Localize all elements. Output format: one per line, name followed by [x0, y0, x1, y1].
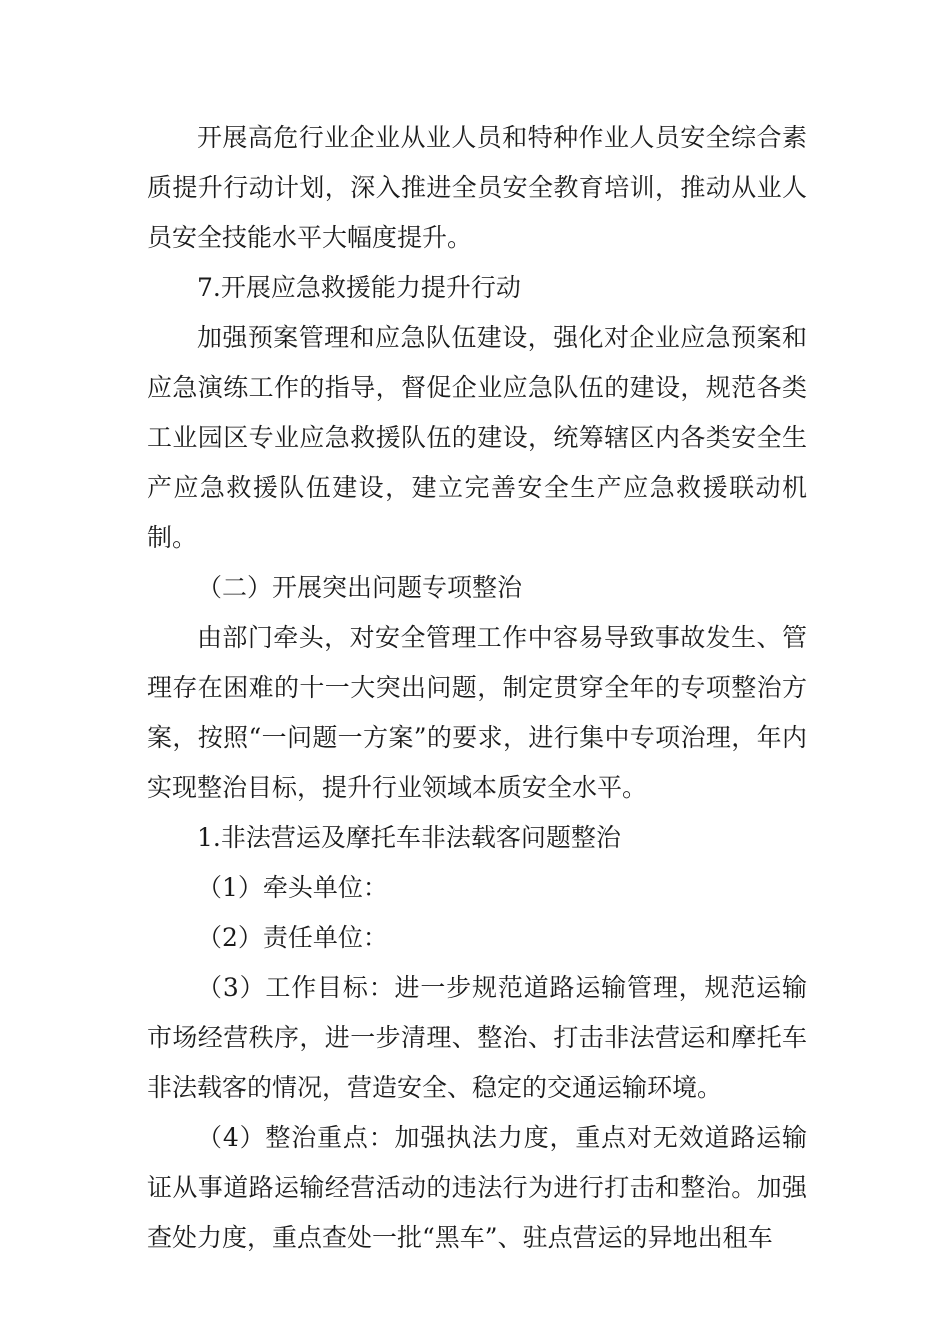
heading-emergency-rescue-action: 7.开展应急救援能力提升行动	[197, 273, 521, 302]
item-rectification-focus: （4）整治重点：加强执法力度，重点对无效道路运输证从事道路运输经营活动的违法行为进行打击和整治。加强查处力度，重点查处一批“黑车”、驻点营运的异地出租车	[147, 1123, 807, 1252]
paragraph-emergency-rescue: 加强预案管理和应急队伍建设，强化对企业应急预案和应急演练工作的指导，督促企业应急队伍的建设，规范各类工业园区专业应急救援队伍的建设，统筹辖区内各类安全生产应急救援队伍建设，建立完善安全生产应急救援联动机制。	[147, 323, 807, 552]
paragraph-training-plan: 开展高危行业企业从业人员和特种作业人员安全综合素质提升行动计划，深入推进全员安全教育培训，推动从业人员安全技能水平大幅度提升。	[147, 123, 807, 252]
document-body	[147, 113, 807, 1263]
heading-illegal-operation: 1.非法营运及摩托车非法载客问题整治	[197, 823, 621, 852]
item-responsible-unit: （2）责任单位：	[197, 923, 388, 952]
item-lead-unit: （1）牵头单位：	[197, 873, 388, 902]
item-work-goal: （3）工作目标：进一步规范道路运输管理，规范运输市场经营秩序，进一步清理、整治、打击非法营运和摩托车非法载客的情况，营造安全、稳定的交通运输环境。	[147, 973, 807, 1102]
paragraph-special-rectification: 由部门牵头，对安全管理工作中容易导致事故发生、管理存在困难的十一大突出问题，制定贯穿全年的专项整治方案，按照“一问题一方案”的要求，进行集中专项治理，年内实现整治目标，提升行业领域本质安全水平。	[147, 623, 807, 802]
heading-special-rectification: （二）开展突出问题专项整治	[197, 573, 523, 602]
